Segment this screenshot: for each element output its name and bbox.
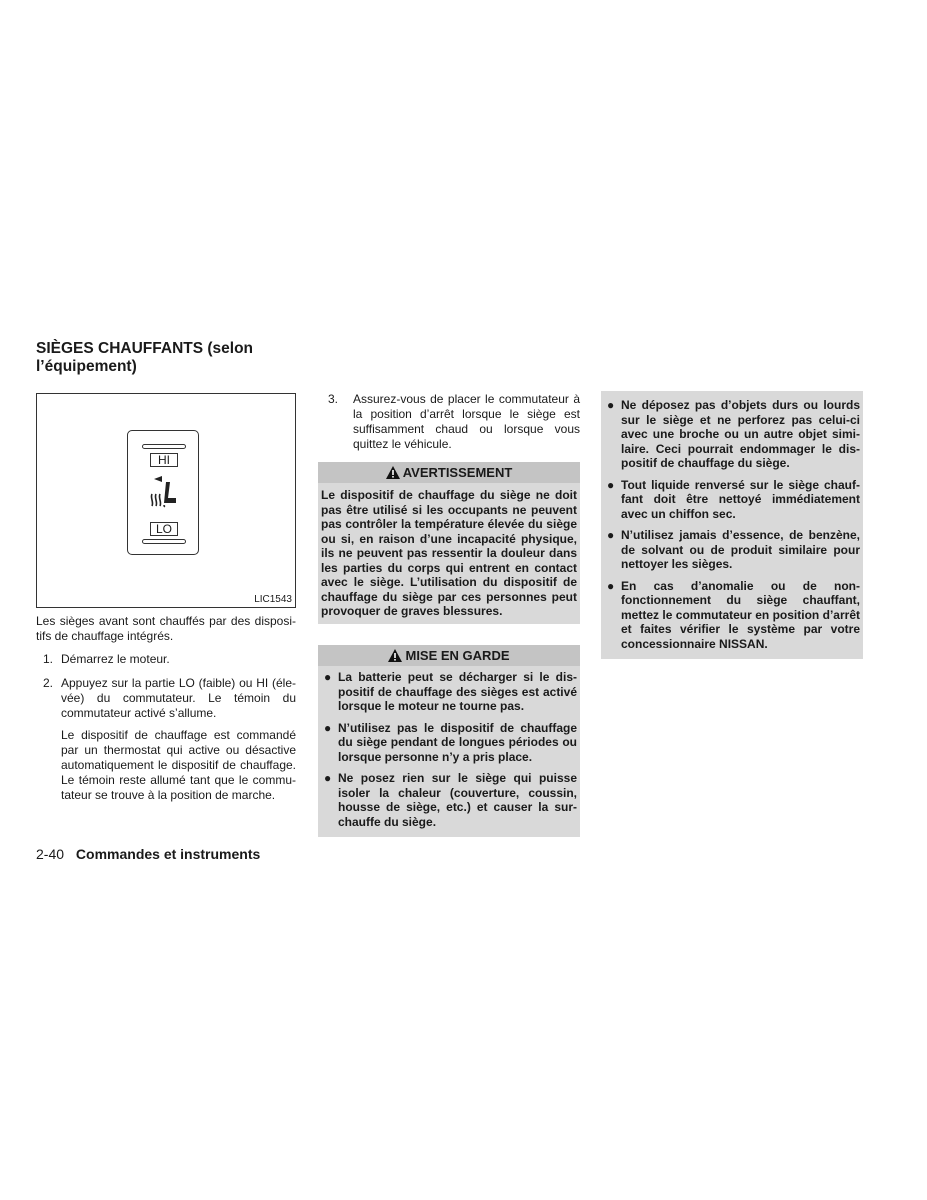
caution-box-continued xyxy=(601,391,863,659)
intro-text: Les sièges avant sont chauffés par des dispositifs de chauffage intégrés. xyxy=(36,614,296,643)
page-number: 2-40 xyxy=(36,846,65,862)
warning-box xyxy=(318,462,580,624)
section-title xyxy=(36,340,306,376)
step-1 xyxy=(36,652,296,667)
caution-header xyxy=(318,645,580,666)
warning-triangle-icon xyxy=(386,466,400,479)
step-2-continued xyxy=(36,728,296,803)
section-title-line-1: SIÈGES CHAUFFANTS (selon xyxy=(36,340,254,357)
heated-seat-icon xyxy=(148,476,180,510)
step-3 xyxy=(328,392,580,452)
caution-list xyxy=(318,666,580,837)
caution-item: ● N’utilisez jamais d’essence, de benzène, de solvant ou de produit similaire pour nettoyer les sièges. xyxy=(607,528,860,571)
caution-list-continued xyxy=(601,396,863,659)
caution-item: ● En cas d’anomalie ou de non-fonctionnement du siège chauffant, mettez le commutateur en position d’arrêt et faites vérifier le système par votre concessionnaire NISSAN. xyxy=(607,578,860,651)
step-text: Appuyez sur la partie LO (faible) ou HI (élevée) du commutateur. Le témoin du commutateur activé s’allume. xyxy=(61,676,296,720)
step-number: 2. xyxy=(43,676,54,690)
switch-bottom-edge xyxy=(142,539,186,544)
figure-code: LIC1543 xyxy=(254,594,292,605)
caution-item: ● Ne déposez pas d’objets durs ou lourds sur le siège et ne perforez pas celui-ci avec une broche ou un autre objet similaire. Ceci pourrait endommager le dispositif de chauffage du siège. xyxy=(607,398,860,470)
warning-header xyxy=(318,462,580,483)
step-text: Assurez-vous de placer le commutateur à la position d’arrêt lorsque le siège est suffisamment chaud ou lorsque vous quittez le véhicule. xyxy=(353,392,580,451)
step-number: 3. xyxy=(328,392,339,406)
caution-item: ● Tout liquide renversé sur le siège chauffant doit être nettoyé immédiatement avec un chiffon sec. xyxy=(607,477,860,521)
caution-item: ● La batterie peut se décharger si le dispositif de chauffage des sièges est activé lorsque le moteur ne tourne pas. xyxy=(324,670,577,713)
step-text: Démarrez le moteur. xyxy=(61,652,170,666)
chapter-title: Commandes et instruments xyxy=(75,846,261,862)
caution-item: ● N’utilisez pas le dispositif de chauffage du siège pendant de longues périodes ou lorsque personne n’y a pris place. xyxy=(324,720,577,764)
step-text: Le dispositif de chauffage est commandé par un thermostat qui active ou désactive automatiquement le dispositif de chauffage. Le témoin reste allumé tant que le commutateur se trouve à la position de marche. xyxy=(61,728,296,802)
steps-list xyxy=(36,652,296,812)
seat-heater-switch-figure xyxy=(36,393,296,608)
caution-box xyxy=(318,645,580,837)
warning-triangle-icon xyxy=(388,649,402,662)
caution-title: MISE EN GARDE xyxy=(405,648,510,663)
switch-top-edge xyxy=(142,444,186,449)
page-footer xyxy=(36,846,260,862)
step-2 xyxy=(36,676,296,721)
caution-item: ● Ne posez rien sur le siège qui puisse isoler la chaleur (couverture, coussin, housse de siège, etc.) et causer la surchauffe du siège. xyxy=(324,771,577,829)
warning-title: AVERTISSEMENT xyxy=(402,465,513,480)
intro-paragraph xyxy=(36,614,296,644)
hi-label: HI xyxy=(150,453,178,467)
seat-heater-switch xyxy=(127,430,199,555)
section-title-line-2: l’équipement) xyxy=(36,358,137,375)
step-number: 1. xyxy=(43,652,54,666)
warning-text: Le dispositif de chauffage du siège ne doit pas être utilisé si les occupants ne peuvent pas contrôler la température élevée du siège ou si, en raison d’une incapacité physique, ils ne peuvent pas ressentir la douleur dans les parties du corps qui entrent en contact avec le siège. L’utilisation du dispositif de chauffage du siège par ces personnes peut provoquer de graves blessures. xyxy=(321,488,577,618)
lo-label: LO xyxy=(150,522,178,536)
